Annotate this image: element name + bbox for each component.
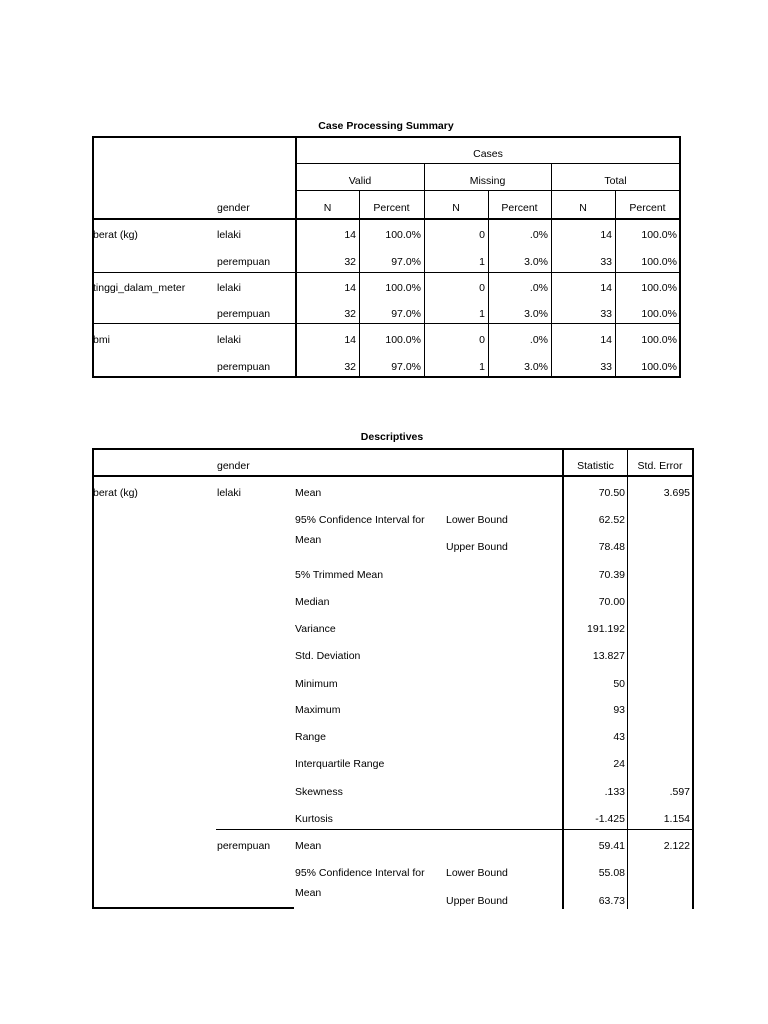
gender-label: lelaki (217, 229, 241, 241)
stat-value: 78.48 (598, 541, 625, 553)
stat-label: 95% Confidence Interval for (295, 867, 425, 879)
total-n: 33 (600, 256, 612, 268)
total-percent: 100.0% (641, 229, 677, 241)
total-n: 33 (600, 361, 612, 373)
stat-value: 13.827 (592, 650, 625, 662)
n-header: N (323, 202, 332, 214)
stderr-value: 1.154 (663, 813, 690, 825)
missing-percent: .0% (529, 282, 548, 294)
stat-value: 62.52 (598, 514, 625, 526)
stat-value: 24 (613, 758, 625, 770)
stat-label: 95% Confidence Interval for (295, 514, 425, 526)
valid-percent: 97.0% (391, 256, 421, 268)
stat-value: 70.00 (598, 596, 625, 608)
total-n: 14 (600, 282, 612, 294)
stat-value: 43 (613, 731, 625, 743)
bound-label: Lower Bound (446, 514, 508, 526)
stderr-value: 3.695 (663, 487, 690, 499)
stat-label: Maximum (295, 704, 341, 716)
stat-label: Mean (295, 487, 322, 499)
valid-n: 14 (344, 282, 356, 294)
missing-n: 0 (479, 334, 485, 346)
valid-percent: 97.0% (391, 361, 421, 373)
stat-label: Std. Deviation (295, 650, 361, 662)
stat-label: 5% Trimmed Mean (295, 569, 384, 581)
valid-percent: 100.0% (385, 334, 421, 346)
valid-percent: 97.0% (391, 308, 421, 320)
valid-percent: 100.0% (385, 282, 421, 294)
total-percent: 100.0% (641, 308, 677, 320)
stat-value: -1.425 (595, 813, 625, 825)
stat-value: .133 (604, 786, 625, 798)
valid-header: Valid (348, 175, 372, 187)
n-header: N (579, 202, 587, 214)
gender-label: perempuan (217, 840, 271, 852)
gender-label: perempuan (217, 308, 271, 320)
valid-percent: 100.0% (385, 229, 421, 241)
valid-n: 32 (344, 308, 356, 320)
total-n: 14 (600, 229, 612, 241)
stat-label: Variance (295, 623, 336, 635)
cases-header: Cases (473, 148, 503, 160)
total-percent: 100.0% (641, 256, 677, 268)
stat-label: Skewness (295, 786, 343, 798)
gender-label: lelaki (217, 334, 241, 346)
stat-label: Minimum (295, 678, 338, 690)
stderr-value: .597 (669, 786, 690, 798)
missing-percent: .0% (529, 229, 548, 241)
percent-header: Percent (501, 202, 538, 214)
total-percent: 100.0% (641, 361, 677, 373)
valid-n: 14 (344, 334, 356, 346)
missing-header: Missing (469, 175, 506, 187)
missing-n: 1 (479, 361, 485, 373)
gender-label: lelaki (217, 282, 241, 294)
gender-label: perempuan (217, 256, 271, 268)
stat-label: Range (295, 731, 326, 743)
stat-label: Kurtosis (295, 813, 333, 825)
valid-n: 32 (344, 256, 356, 268)
variable-label: tinggi_dalam_meter (93, 282, 186, 294)
missing-percent: 3.0% (524, 361, 548, 373)
gender-header: gender (217, 460, 250, 472)
missing-n: 0 (479, 229, 485, 241)
missing-n: 1 (479, 256, 485, 268)
variable-label: bmi (93, 334, 110, 346)
bound-label: Upper Bound (446, 541, 508, 553)
stat-label: Interquartile Range (295, 758, 385, 770)
stat-value: 59.41 (598, 840, 625, 852)
missing-n: 1 (479, 308, 485, 320)
stat-value: 191.192 (587, 623, 625, 635)
total-n: 33 (600, 308, 612, 320)
stat-label: Mean (295, 887, 322, 899)
stderr-header: Std. Error (637, 460, 683, 472)
stat-label: Mean (295, 840, 322, 852)
stat-value: 50 (613, 678, 625, 690)
table-title: Descriptives (360, 431, 424, 443)
table-title: Case Processing Summary (318, 120, 454, 132)
stat-label: Median (295, 596, 330, 608)
bound-label: Upper Bound (446, 895, 508, 907)
valid-n: 14 (344, 229, 356, 241)
variable-label: berat (kg) (93, 229, 138, 241)
stat-value: 93 (613, 704, 625, 716)
stat-value: 63.73 (598, 895, 625, 907)
stat-label: Mean (295, 534, 322, 546)
gender-label: lelaki (217, 487, 241, 499)
missing-n: 0 (479, 282, 485, 294)
variable-label: berat (kg) (93, 487, 138, 499)
total-percent: 100.0% (641, 282, 677, 294)
percent-header: Percent (629, 202, 666, 214)
valid-n: 32 (344, 361, 356, 373)
stderr-value: 2.122 (663, 840, 690, 852)
n-header: N (452, 202, 460, 214)
gender-label: perempuan (217, 361, 271, 373)
total-n: 14 (600, 334, 612, 346)
missing-percent: 3.0% (524, 256, 548, 268)
missing-percent: .0% (529, 334, 548, 346)
total-percent: 100.0% (641, 334, 677, 346)
stat-value: 55.08 (598, 867, 625, 879)
percent-header: Percent (373, 202, 410, 214)
statistic-header: Statistic (577, 460, 614, 472)
stat-value: 70.50 (598, 487, 625, 499)
stat-value: 70.39 (598, 569, 625, 581)
total-header: Total (604, 175, 627, 187)
gender-header: gender (217, 202, 250, 214)
missing-percent: 3.0% (524, 308, 548, 320)
bound-label: Lower Bound (446, 867, 508, 879)
